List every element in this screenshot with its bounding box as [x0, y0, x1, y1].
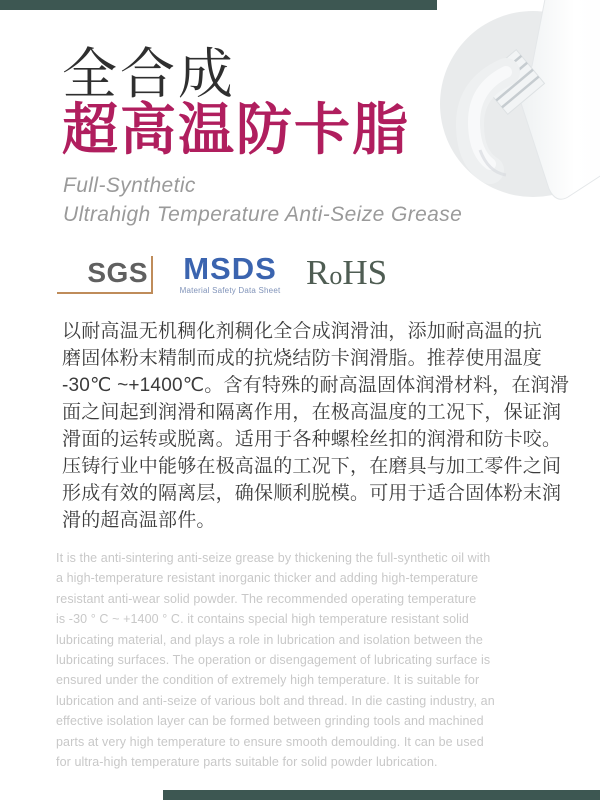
en-line: lubrication and anti-seize of various bolt and thread. In die casting industry, an [56, 693, 495, 708]
sgs-logo [57, 253, 153, 297]
en-line: for ultra-high temperature parts suitable for solid powder lubrication. [56, 755, 438, 770]
cn-line: 面之间起到润滑和隔离作用，在极高温度的工况下，保证润 [62, 402, 562, 423]
subtitle-line-1: Full-Synthetic [63, 174, 196, 197]
rohs-logo [306, 252, 387, 301]
description-chinese [62, 318, 569, 534]
cn-line: 形成有效的隔离层，确保顺利脱模。可用于适合固体粉末润 [62, 483, 562, 504]
sgs-logo-underline [57, 292, 153, 294]
en-line: is -30 ° C ~ +1400 ° C. it contains special high temperature resistant solid [56, 612, 469, 627]
cn-line: 滑的超高温部件。 [62, 510, 216, 531]
page-subtitle-en [63, 171, 462, 229]
subtitle-line-2: Ultrahigh Temperature Anti-Seize Grease [63, 203, 463, 226]
msds-logo-subtitle: Material Safety Data Sheet [179, 286, 281, 295]
sgs-logo-vertical-line [151, 256, 153, 294]
en-line: parts at very high temperature to ensure smooth demoulding. It can be used [56, 734, 484, 749]
top-accent-bar [0, 0, 437, 10]
en-line: lubricating surfaces. The operation or disengagement of lubricating surface is [56, 653, 491, 668]
cn-line: 以耐高温无机稠化剂稠化全合成润滑油，添加耐高温的抗 [62, 321, 543, 342]
rohs-letter-r: R [306, 253, 330, 292]
cn-line: 滑面的运转或脱离。适用于各种螺栓丝扣的润滑和防卡咬。 [62, 429, 562, 450]
en-line: lubricating material, and plays a role in lubrication and isolation between the [56, 632, 483, 647]
cn-line: 压铸行业中能够在极高温的工况下，在磨具与加工零件之间 [62, 456, 562, 477]
description-english [56, 548, 495, 772]
bottom-accent-bar [163, 790, 600, 800]
msds-logo-text: MSDS [183, 251, 277, 286]
page-title-cn-magenta: 超高温防卡脂 [62, 98, 410, 161]
cn-line: -30℃ ~+1400℃。含有特殊的耐高温固体润滑材料，在润滑 [62, 375, 570, 396]
rohs-letter-o: o [329, 261, 343, 290]
msds-logo [169, 253, 291, 295]
en-line: a high-temperature resistant inorganic thicker and adding high-temperature [56, 571, 479, 586]
en-line: resistant anti-wear solid powder. The recommended operating temperature [56, 591, 477, 606]
sgs-logo-text: SGS [87, 257, 148, 288]
en-line: It is the anti-sintering anti-seize grease by thickening the full-synthetic oil with [56, 551, 491, 565]
cn-line: 磨固体粉末精制而成的抗烧结防卡润滑脂。推荐使用温度 [62, 348, 543, 369]
en-line: ensured under the condition of extremely high temperature. It is suitable for [56, 673, 480, 688]
rohs-letters-hs: HS [342, 253, 388, 292]
en-line: effective isolation layer can be formed between grinding tools and machined [56, 714, 484, 729]
page-title-cn-black: 全合成 [62, 43, 237, 105]
